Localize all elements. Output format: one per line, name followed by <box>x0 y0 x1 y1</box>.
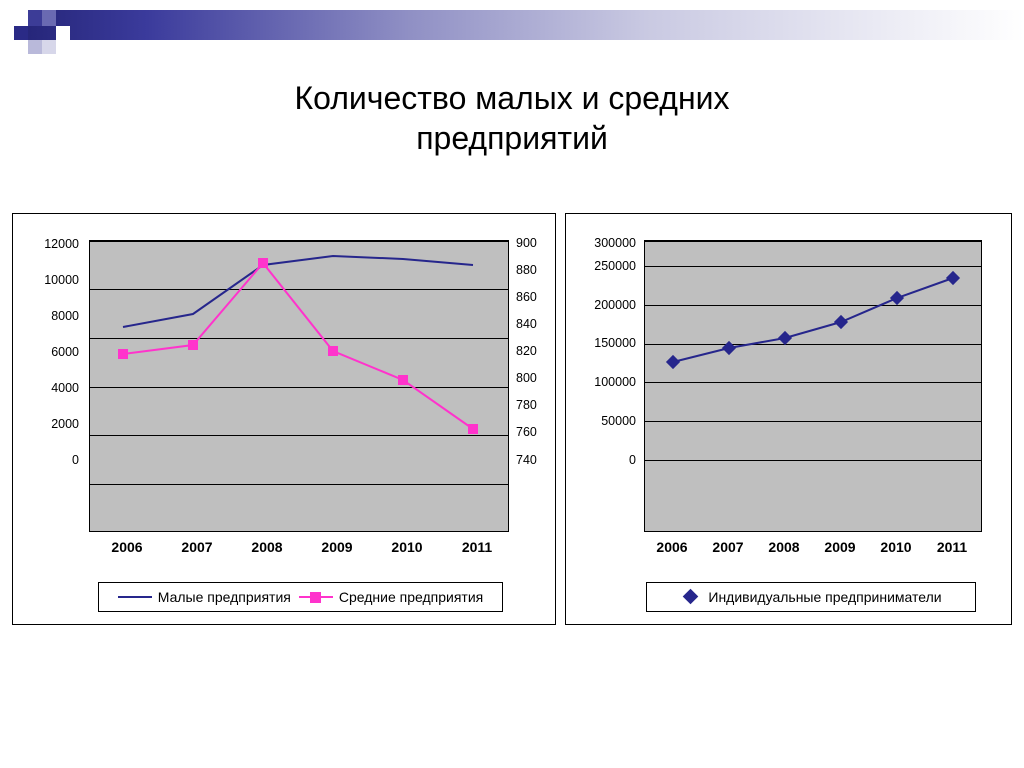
deco-square <box>42 10 56 26</box>
plot-area-left <box>89 240 509 532</box>
legend-label: Малые предприятия <box>157 589 291 605</box>
x-axis-category: 2009 <box>321 539 353 555</box>
chart-panel-individual-entrepreneurs <box>565 213 1012 625</box>
left-axis-tick: 50000 <box>601 414 636 428</box>
legend-label: Индивидуальные предприниматели <box>708 589 942 605</box>
plot-area-right <box>644 240 982 532</box>
legend-square-marker-icon <box>299 591 333 603</box>
left-axis-tick: 0 <box>72 453 79 467</box>
series-line-medium-enterprises <box>123 263 473 429</box>
deco-square <box>14 26 28 40</box>
legend-entry-individual-entrepreneurs <box>680 589 941 605</box>
series-line-individual-entrepreneurs <box>673 278 953 362</box>
series-lines-left <box>90 241 510 533</box>
x-axis-category: 2006 <box>111 539 143 555</box>
right-axis-tick: 820 <box>516 344 537 358</box>
left-axis-tick: 250000 <box>594 259 636 273</box>
legend-entry-medium-enterprises <box>299 589 483 605</box>
x-axis-category: 2010 <box>391 539 423 555</box>
x-axis-category: 2011 <box>936 539 968 555</box>
left-axis-tick: 300000 <box>594 236 636 250</box>
series-markers-medium-enterprises <box>118 258 478 434</box>
right-axis-tick: 740 <box>516 453 537 467</box>
left-axis-tick: 100000 <box>594 375 636 389</box>
slide-decoration-bar <box>0 0 1024 52</box>
deco-square <box>42 40 56 54</box>
page-title-line-1: Количество малых и средних <box>294 80 730 116</box>
x-axis-category: 2007 <box>712 539 744 555</box>
chart-panel-small-medium-enterprises <box>12 213 556 625</box>
left-axis-tick: 6000 <box>51 345 79 359</box>
chart-legend-left <box>98 582 503 612</box>
series-line-small-enterprises <box>123 256 473 327</box>
x-axis-category: 2008 <box>768 539 800 555</box>
page-title-line-2: предприятий <box>416 120 608 156</box>
left-axis-tick: 200000 <box>594 298 636 312</box>
x-axis-category: 2008 <box>251 539 283 555</box>
deco-square <box>28 10 42 26</box>
left-axis-tick: 8000 <box>51 309 79 323</box>
legend-diamond-marker-icon <box>680 591 702 603</box>
left-axis-tick: 0 <box>629 453 636 467</box>
legend-label: Средние предприятия <box>338 589 484 605</box>
left-axis-tick: 4000 <box>51 381 79 395</box>
legend-line-icon <box>118 591 152 603</box>
x-axis-category: 2010 <box>880 539 912 555</box>
left-axis-tick: 2000 <box>51 417 79 431</box>
left-axis-tick: 10000 <box>44 273 79 287</box>
x-axis-category: 2009 <box>824 539 856 555</box>
left-axis-tick: 12000 <box>44 237 79 251</box>
legend-entry-small-enterprises <box>118 589 291 605</box>
series-markers-individual-entrepreneurs <box>666 271 960 369</box>
right-axis-tick: 900 <box>516 236 537 250</box>
right-axis-tick: 760 <box>516 425 537 439</box>
deco-square <box>28 40 42 54</box>
page-title <box>0 78 1024 158</box>
deco-square <box>56 26 70 40</box>
x-axis-category: 2007 <box>181 539 213 555</box>
right-axis-tick: 880 <box>516 263 537 277</box>
left-axis-tick: 150000 <box>594 336 636 350</box>
right-axis-tick: 780 <box>516 398 537 412</box>
x-axis-category: 2006 <box>656 539 688 555</box>
x-axis-category: 2011 <box>461 539 493 555</box>
gradient-band <box>28 10 1024 40</box>
right-axis-tick: 860 <box>516 290 537 304</box>
right-axis-tick: 800 <box>516 371 537 385</box>
chart-legend-right <box>646 582 976 612</box>
right-axis-tick: 840 <box>516 317 537 331</box>
series-lines-right <box>645 241 983 533</box>
